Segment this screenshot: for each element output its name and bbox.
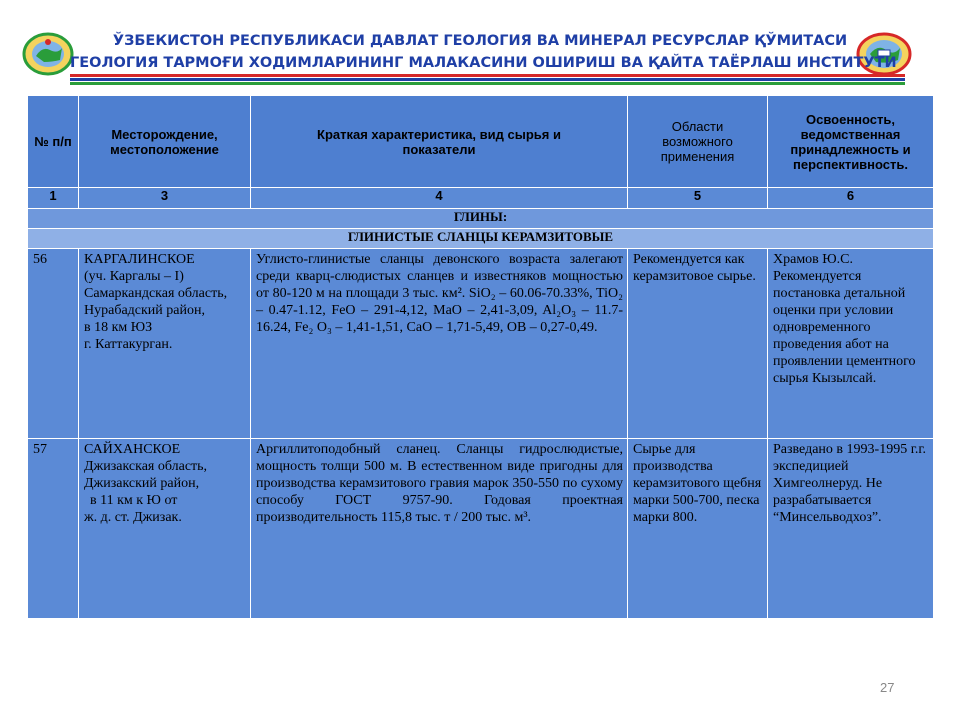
deposit-line: Нурабадский район, [84,303,205,318]
row-deposit [79,249,251,439]
section-title-clays: ГЛИНЫ: [28,209,934,229]
col-number: 1 [28,188,79,209]
row-deposit [79,439,251,619]
row-application: Рекомендуется как керамзитовое сырье. [628,249,768,439]
row-characteristic: Аргиллитоподобный сланец. Сланцы гидрослюдистые, мощность толщи 500 м. В естественном виде пригодны для производства керамзитового гравия марок 350-550 по сухому способу ГОСТ 9757-90. Годовая проектная производительность 115,8 тыс. т / 200 тыс. м³. [251,439,628,619]
row-application: Сырье для производства керамзитового щебня марки 500-700, песка марки 800. [628,439,768,619]
col-number: 5 [628,188,768,209]
deposit-line: Джизакский район, [84,476,200,491]
deposits-table [27,95,934,619]
header-application: Области возможного применения [628,96,768,188]
deposit-line: САЙХАНСКОЕ [84,442,181,457]
deposit-line: Самаркандская область, [84,286,228,301]
deposit-line: (уч. Каргалы – I) [84,269,184,284]
col-number: 3 [79,188,251,209]
deposit-line: ж. д. ст. Джизак. [84,510,182,525]
row-characteristic: Углисто-глинистые сланцы девонского возраста залегают среди кварц-слюдистых сланцев и известняков мощностью от 80-120 м на площади 3 тыс. км². SiO₂ – 60.06-70.33%, TiO₂ – 0.47-1.12, FeO – 291-4,12, MaO – 2,41-3,09, Al₂O₃ – 11.7-16.24, Fe₂ O₃ – 1,41-1,51, CaO – 1,71-5,49, OB – 0,27-0,49. [251,249,628,439]
deposit-line: КАРГАЛИНСКОЕ [84,252,195,267]
emblem-left-icon [22,32,74,76]
section-row-shales [28,229,934,249]
col-number: 6 [768,188,934,209]
header-stripe-red [70,74,905,77]
header-num: № п/п [28,96,79,188]
column-number-row [28,188,934,209]
header-title-line2: ГЕОЛОГИЯ ТАРМОҒИ ХОДИМЛАРИНИНГ МАЛАКАСИНИ ОШИРИШ ВА ҚАЙТА ТАЁРЛАШ ИНСТИТУТИ [70,55,897,71]
row-status: Разведано в 1993-1995 г.г. экспедицией Химгеолнеруд. Не разрабатывается “Минсельводхоз”. [768,439,934,619]
section-title-shales: ГЛИНИСТЫЕ СЛАНЦЫ КЕРАМЗИТОВЫЕ [28,229,934,249]
deposit-line: в 11 км к Ю от [90,493,178,508]
col-number: 4 [251,188,628,209]
table-header-row [28,96,934,188]
deposit-line: г. Каттакурган. [84,337,173,352]
deposit-line: в 18 км ЮЗ [84,320,153,335]
table-row [28,439,934,619]
section-row-clays [28,209,934,229]
table-row [28,249,934,439]
page-number: 27 [880,680,895,695]
header-characteristic: Краткая характеристика, вид сырья и показатели [251,96,628,188]
row-status: Храмов Ю.С. Рекомендуется постановка детальной оценки при условии одновременного проведения абот на проявлении цементного сырья Кызылсай. [768,249,934,439]
deposit-line: Джизакская область, [84,459,208,474]
row-num: 57 [28,439,79,619]
header-deposit: Месторождение, местоположение [79,96,251,188]
slide-header [0,0,960,90]
header-stripe-green [70,82,905,85]
header-status: Освоенность, ведомственная принадлежность и перспективность. [768,96,934,188]
header-title-line1: ЎЗБЕКИСТОН РЕСПУБЛИКАСИ ДАВЛАТ ГЕОЛОГИЯ ВА МИНЕРАЛ РЕСУРСЛАР ҚЎМИТАСИ [112,33,848,49]
header-stripe-blue [70,78,905,81]
row-num: 56 [28,249,79,439]
